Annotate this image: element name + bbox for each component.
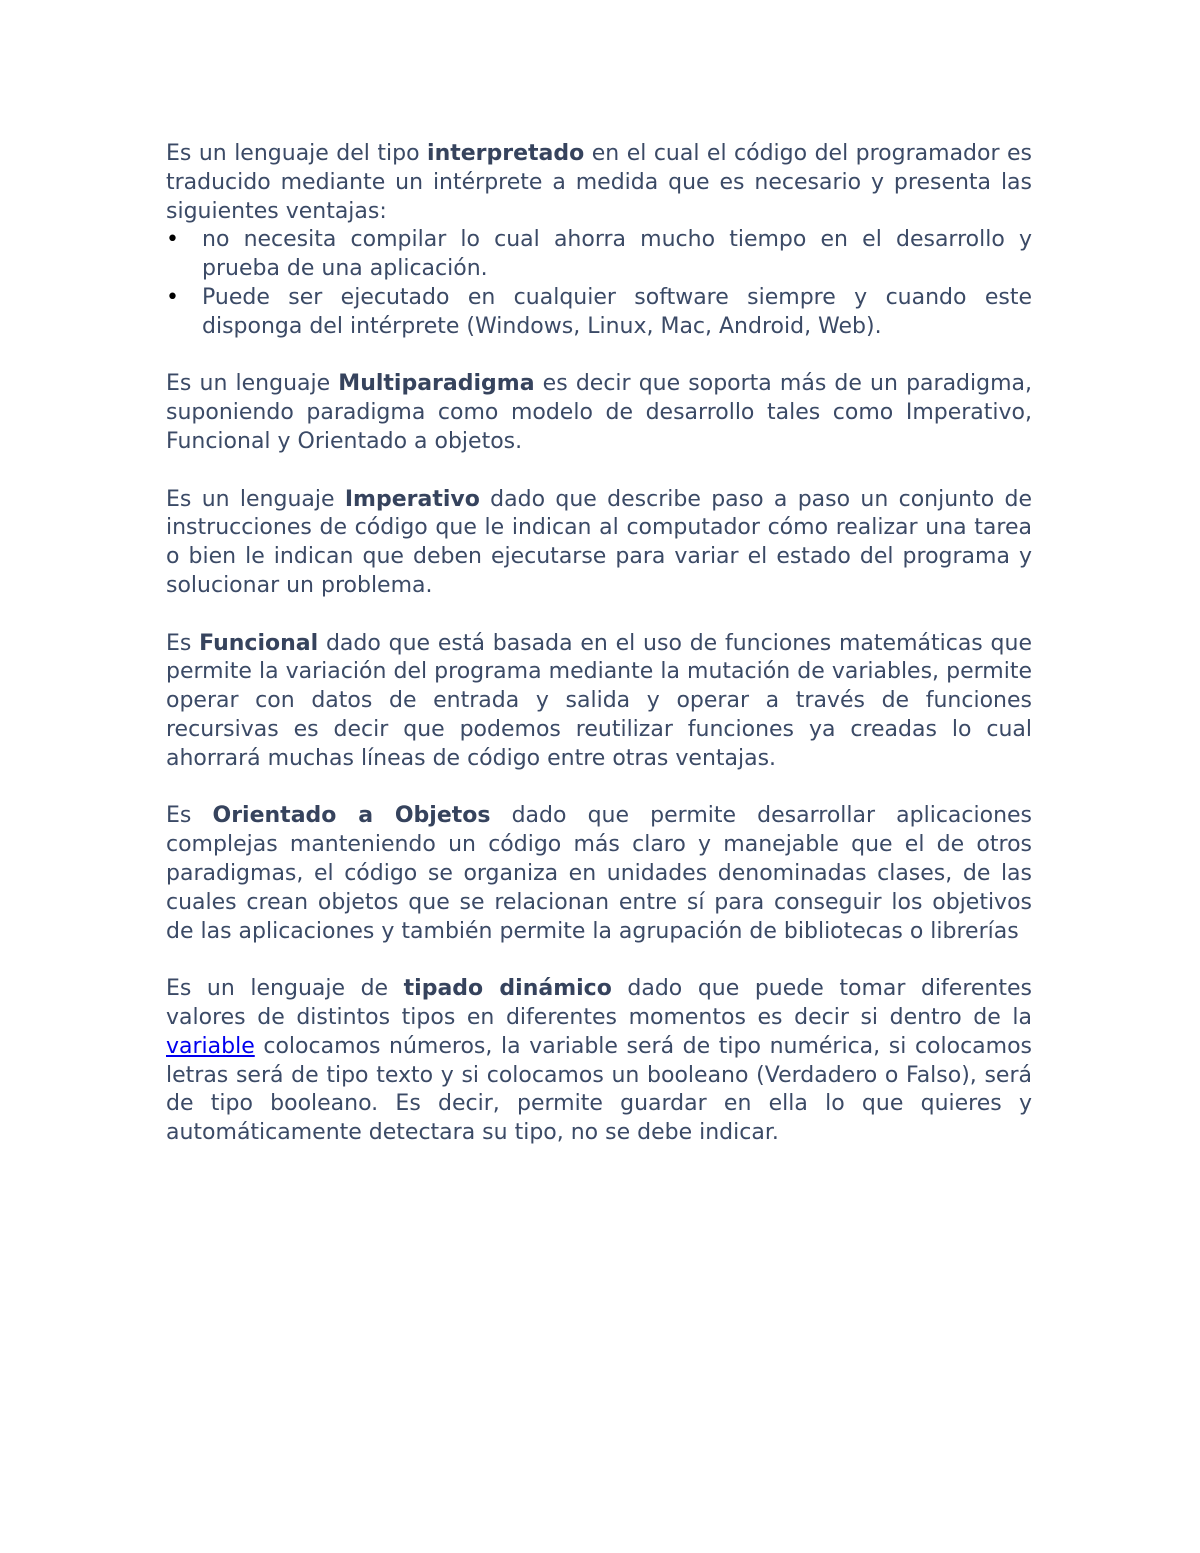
bullet-icon: •: [166, 284, 179, 310]
bold-term: tipado dinámico: [403, 976, 612, 1002]
bold-term: Imperativo: [344, 486, 480, 512]
bold-term: Funcional: [199, 630, 319, 656]
advantages-list: [166, 226, 1032, 341]
paragraph-text: Es un lenguaje: [166, 486, 345, 512]
bold-term: interpretado: [427, 141, 585, 166]
paragraph-text: colocamos números, la variable será de tipo numérica, si colocamos letras será de tipo texto y si colocamos un booleano (Verdadero o Falso), será de tipo booleano. Es decir, permite guardar en ella lo que quieres y automáticamente detectara su tipo, no se debe indicar.: [166, 1033, 1032, 1146]
paragraph-multiparadigma: [166, 370, 1032, 456]
paragraph-interpretado: [166, 140, 1032, 226]
paragraph-text: es decir que soporta más de un paradigma, suponiendo paradigma como modelo de desarrollo tales como Imperativo, Funcional y Orientado a objetos.: [166, 371, 1033, 454]
paragraph-text: en el cual el código del programador es traducido mediante un intérprete a medida que es necesario y presenta las siguientes ventajas:: [166, 141, 1032, 224]
list-item-text: Puede ser ejecutado en cualquier software siempre y cuando este disponga del intérprete (Windows, Linux, Mac, Android, Web).: [202, 284, 1032, 339]
list-item-text: no necesita compilar lo cual ahorra mucho tiempo en el desarrollo y prueba de una aplicación.: [202, 227, 1032, 282]
list-item: [166, 284, 1032, 342]
paragraph-text: Es un lenguaje: [166, 371, 339, 397]
paragraph-imperativo: [166, 486, 1032, 601]
variable-link[interactable]: variable: [166, 1033, 255, 1059]
paragraph-tipado-dinamico: [166, 975, 1032, 1148]
list-item: [166, 226, 1032, 284]
paragraph-text: dado que describe paso a paso un conjunto de instrucciones de código que le indican al computador cómo realizar una tarea o bien le indican que deben ejecutarse para variar el estado del programa y solucionar un problema.: [166, 486, 1033, 598]
paragraph-text: dado que permite desarrollar aplicaciones complejas manteniendo un código más claro y manejable que el de otros paradigmas, el código se organiza en unidades denominadas clases, de las cuales crean objetos que se relacionan entre sí para conseguir los objetivos de las aplicaciones y también permite la agrupación de bibliotecas o librerías: [166, 803, 1033, 944]
paragraph-text: dado que está basada en el uso de funciones matemáticas que permite la variación del programa mediante la mutación de variables, permite operar con datos de entrada y salida y operar a través de funciones recursivas es decir que podemos reutilizar funciones ya creadas lo cual ahorrará muchas líneas de código entre otras ventajas.: [166, 630, 1032, 771]
paragraph-text: Es: [166, 803, 213, 829]
paragraph-text: dado que puede tomar diferentes valores de distintos tipos en diferentes momentos es decir si dentro de la: [166, 976, 1032, 1030]
paragraph-text: Es un lenguaje de: [166, 976, 404, 1002]
paragraph-text: Es un lenguaje del tipo: [166, 141, 428, 166]
bold-term: Multiparadigma: [338, 371, 535, 397]
document-body: [166, 140, 1032, 1148]
paragraph-orientado-objetos: [166, 802, 1032, 946]
paragraph-text: Es: [166, 630, 200, 656]
bullet-icon: •: [166, 227, 179, 253]
bold-term: Orientado a Objetos: [212, 803, 491, 829]
paragraph-funcional: [166, 630, 1032, 774]
